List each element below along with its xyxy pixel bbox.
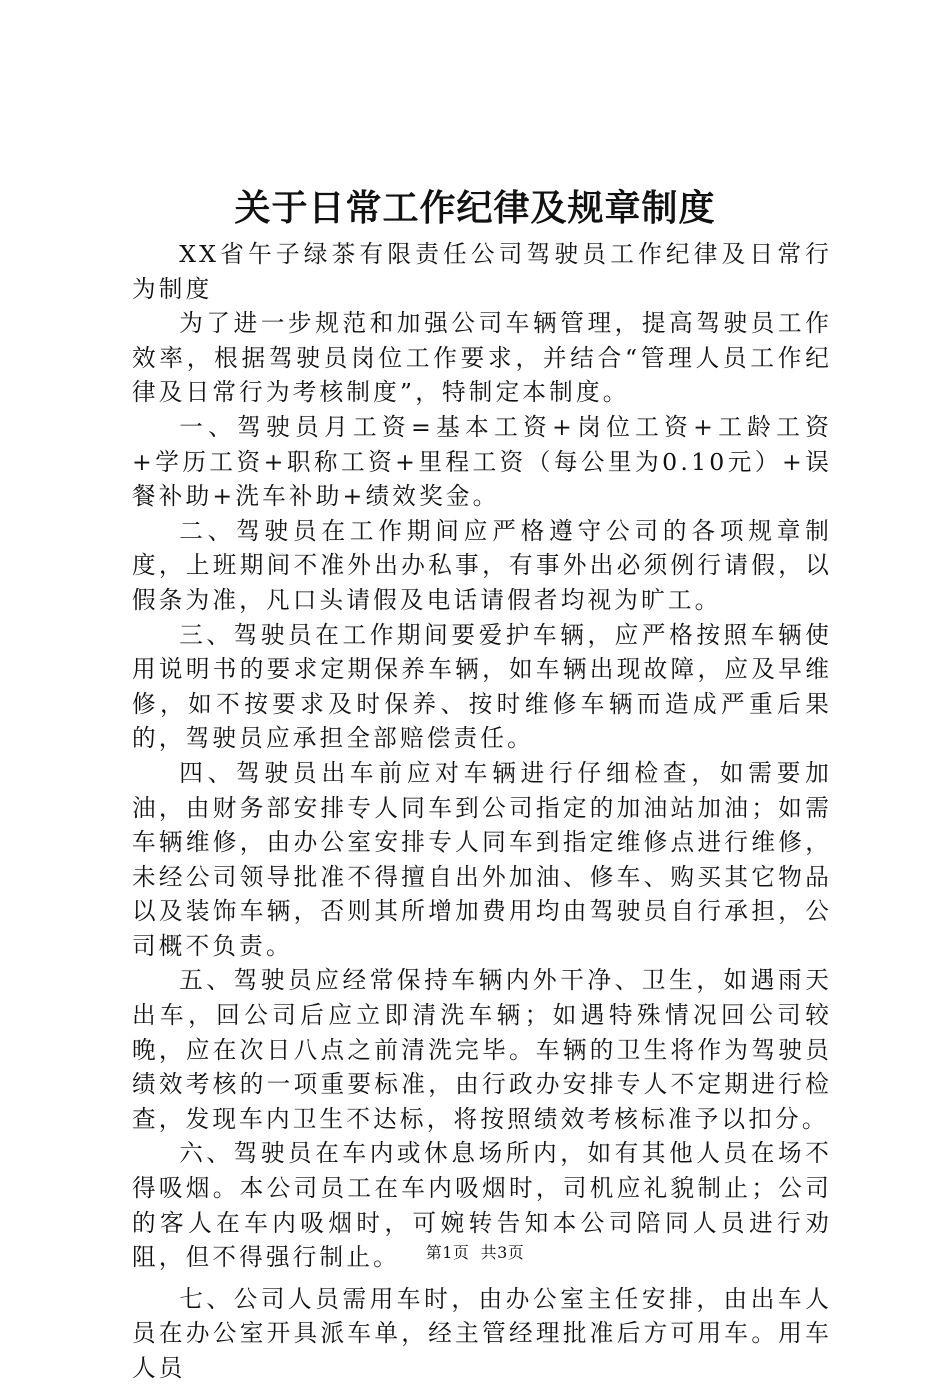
paragraph-rule-6: 六、驾驶员在车内或休息场所内，如有其他人员在场不得吸烟。本公司员工在车内吸烟时，司机应礼貌制止；公司的客人在车内吸烟时，可婉转告知本公司陪同人员进行劝阻，但不得强行制止。 <box>132 1139 832 1272</box>
paragraph-rule-4: 四、驾驶员出车前应对车辆进行仔细检查，如需要加油，由财务部安排专人同车到公司指定的加油站加油；如需车辆维修，由办公室安排专人同车到指定维修点进行维修，未经公司领导批准不得擅自出外加油、修车、购买其它物品以及装饰车辆，否则其所增加费用均由驾驶员自行承担，公司概不负责。 <box>132 758 832 960</box>
paragraph-rule-7: 七、公司人员需用车时，由办公室主任安排，由出车人员在办公室开具派车单，经主管经理批准后方可用车。用车人员 <box>132 1284 832 1382</box>
paragraph-rule-2: 二、驾驶员在工作期间应严格遵守公司的各项规章制度，上班期间不准外出办私事，有事外出必须例行请假，以假条为准，凡口头请假及电话请假者均视为旷工。 <box>132 516 832 614</box>
paragraph-rule-5: 五、驾驶员应经常保持车辆内外干净、卫生，如遇雨天出车，回公司后应立即清洗车辆；如遇特殊情况回公司较晚，应在次日八点之前清洗完毕。车辆的卫生将作为驾驶员绩效考核的一项重要标准，由行政办安排专人不定期进行检查，发现车内卫生不达标，将按照绩效考核标准予以扣分。 <box>132 966 832 1133</box>
paragraph-rule-3: 三、驾驶员在工作期间要爱护车辆，应严格按照车辆使用说明书的要求定期保养车辆，如车辆出现故障，应及早维修，如不按要求及时保养、按时维修车辆而造成严重后果的，驾驶员应承担全部赔偿责任。 <box>132 620 832 753</box>
page-number-label: 第1页 共3页 <box>425 1243 525 1262</box>
paragraph-heading-line: XX省午子绿茶有限责任公司驾驶员工作纪律及日常行为制度 <box>132 240 832 303</box>
document-title: 关于日常工作纪律及规章制度 <box>234 188 716 229</box>
paragraph-rule-1: 一、驾驶员月工资=基本工资+岗位工资+工龄工资+学历工资+职称工资+里程工资（每公里为0.10元）+误餐补助+洗车补助+绩效奖金。 <box>132 412 832 511</box>
page-footer <box>0 1243 950 1263</box>
document-body <box>132 237 832 1386</box>
paragraph-intro: 为了进一步规范和加强公司车辆管理，提高驾驶员工作效率，根据驾驶员岗位工作要求，并结合“管理人员工作纪律及日常行为考核制度”，特制定本制度。 <box>132 309 832 407</box>
